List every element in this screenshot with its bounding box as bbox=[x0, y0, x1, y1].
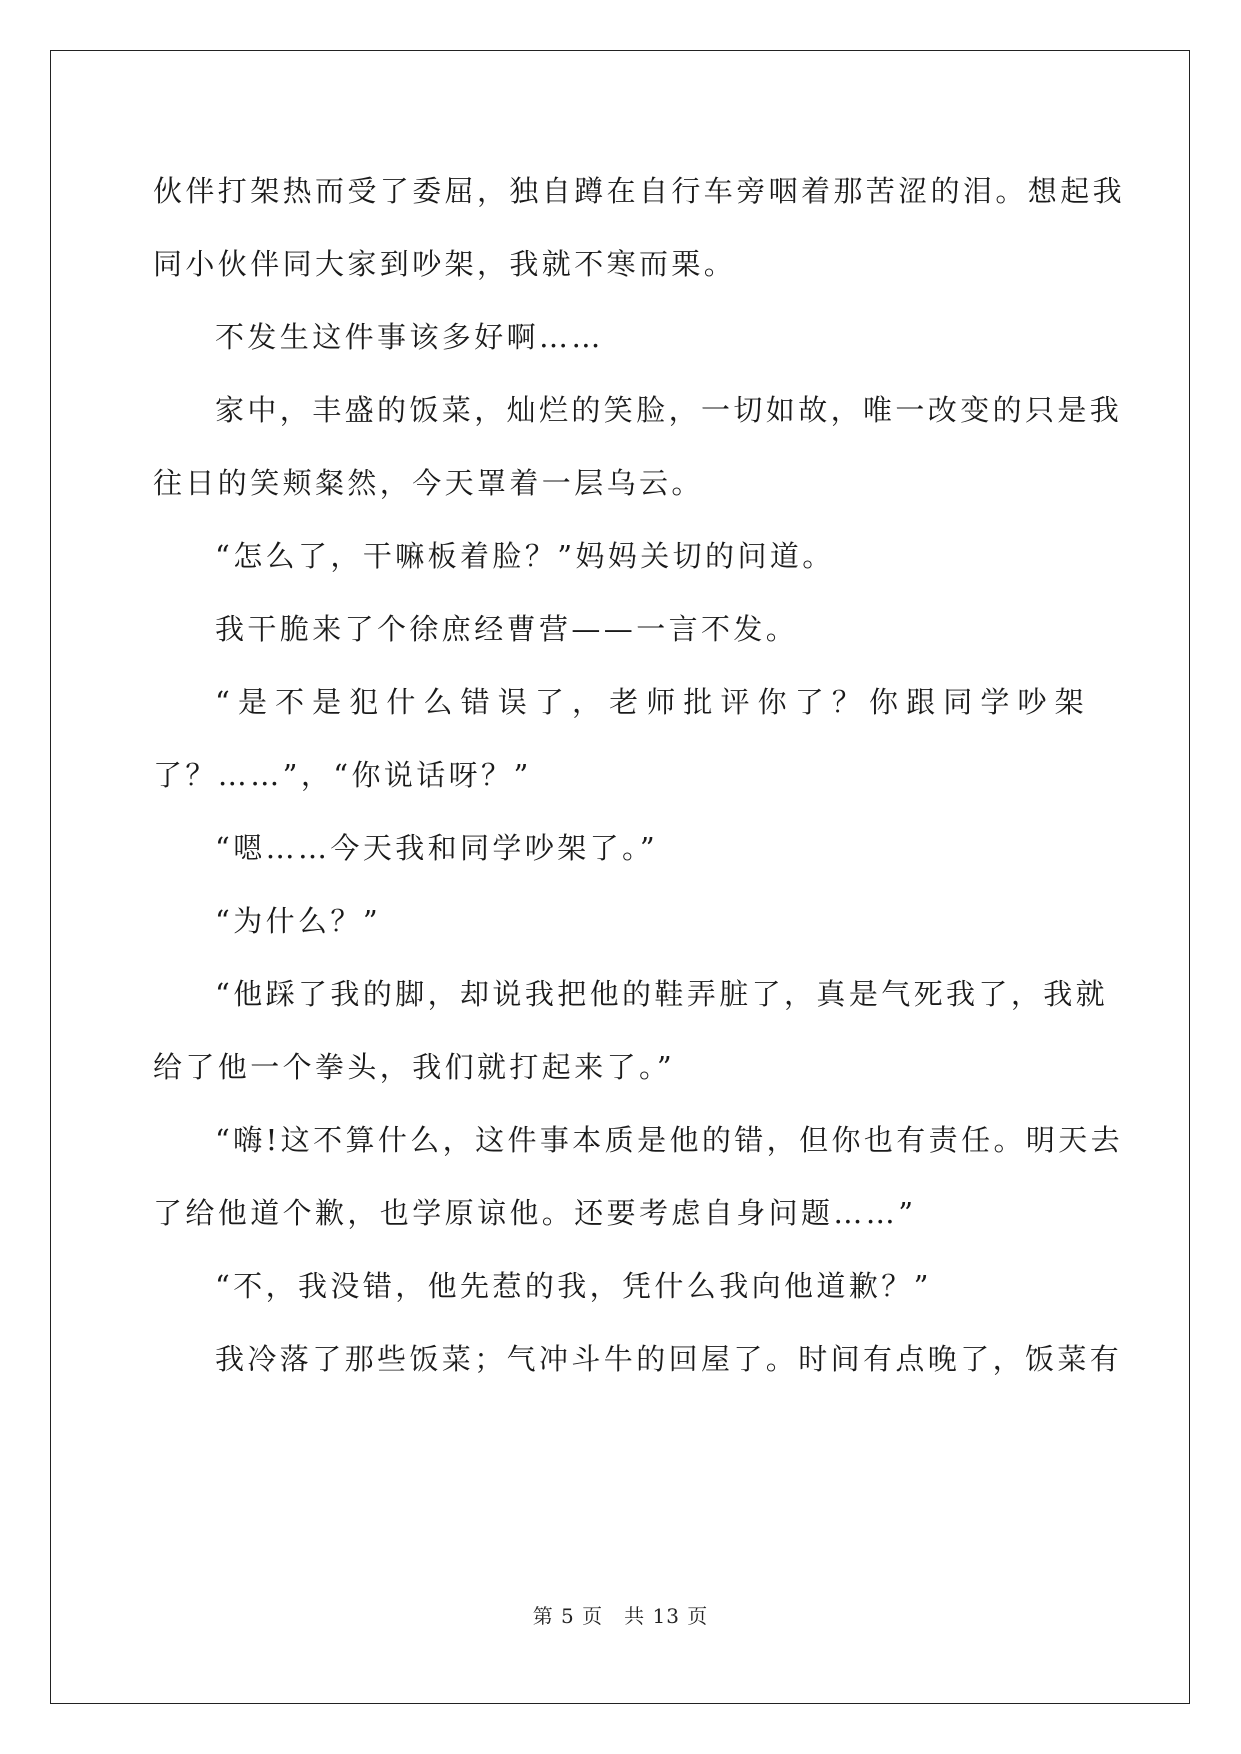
text-line: “嗨!这不算什么，这件事本质是他的错，但你也有责任。明天去 bbox=[215, 1123, 1124, 1157]
text-line: 不发生这件事该多好啊…… bbox=[215, 320, 604, 354]
text-line: “是不是犯什么错误了，老师批评你了？你跟同学吵架 bbox=[215, 685, 1087, 719]
text-line: “为什么？” bbox=[215, 904, 382, 938]
text-line: 同小伙伴同大家到吵架，我就不寒而栗。 bbox=[153, 247, 737, 281]
text-line: “怎么了，干嘛板着脸？”妈妈关切的问道。 bbox=[215, 539, 835, 573]
page-footer: 第 5 页 共 13 页 bbox=[532, 1604, 709, 1628]
text-line: 给了他一个拳头，我们就打起来了。” bbox=[153, 1050, 676, 1084]
text-line: 伙伴打架热而受了委屈，独自蹲在自行车旁咽着那苦涩的泪。想起我 bbox=[153, 174, 1126, 208]
document-body bbox=[153, 155, 1126, 1396]
text-line: “嗯……今天我和同学吵架了。” bbox=[215, 831, 659, 865]
text-line: “不，我没错，他先惹的我，凭什么我向他道歉？” bbox=[215, 1269, 932, 1303]
text-line: “他踩了我的脚，却说我把他的鞋弄脏了，真是气死我了，我就 bbox=[215, 977, 1109, 1011]
text-line: 我干脆来了个徐庶经曹营——一言不发。 bbox=[215, 612, 799, 646]
text-line: 了给他道个歉，也学原谅他。还要考虑自身问题……” bbox=[153, 1196, 917, 1230]
text-line: 家中，丰盛的饭菜，灿烂的笑脸，一切如故，唯一改变的只是我 bbox=[215, 393, 1123, 427]
text-line: 往日的笑颊粲然，今天罩着一层乌云。 bbox=[153, 466, 704, 500]
text-line: 了？……”，“你说话呀？” bbox=[153, 758, 532, 792]
text-line: 我冷落了那些饭菜；气冲斗牛的回屋了。时间有点晚了，饭菜有 bbox=[215, 1342, 1123, 1376]
